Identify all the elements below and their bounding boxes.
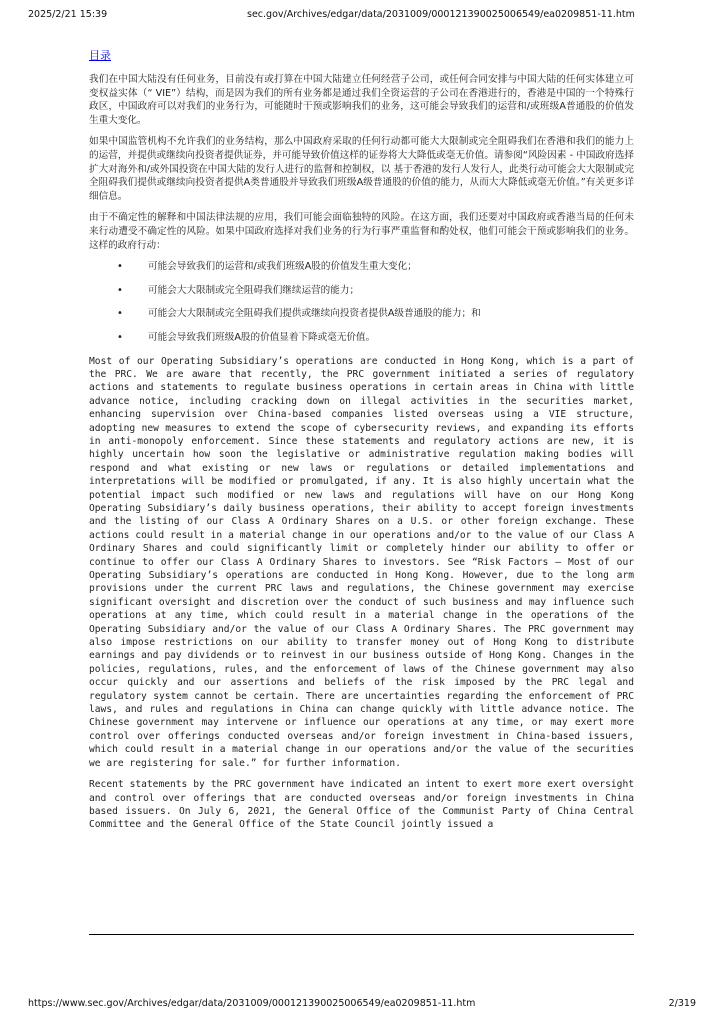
list-item-text: 可能会导致我们班级A股的价值显着下降或毫无价值。 [148,331,376,343]
browser-header-datetime: 2025/2/21 15:39 [28,9,108,20]
list-item [89,284,634,298]
list-item [89,260,634,274]
bullet-icon: • [117,261,123,273]
paragraph-zh-2: 如果中国监管机构不允许我们的业务结构，那么中国政府采取的任何行动都可能大大限制或完全阻碍我们在香港和我们的能力上的运营，并提供或继续向投资者提供证券，并可能导致价值这样的证券将大大降低或毫无价值。请参阅“风险因素 - 中国政府选择扩大对海外和/或外国投资在中国大陆的发行人进行的监督和控制权，以 基于香港的发行人发行人，此类行动可能会大大限制或完全阻碍我们提供或继续向投资者提供A类普通股并导致我们班级A级普通股的价值的能力，从而大大降低或毫无价值。”有关更多详细信息。 [89,136,634,202]
paragraph-en-2: Recent statements by the PRC government have indicated an intent to exert more exert oversight and control over offerings that are conducted overseas and/or foreign investments in China based issuers. On July 6, 2021, the General Office of the Communist Party of China Central Committee and the General Office of the State Council jointly issued a [89,779,634,831]
table-of-contents-link[interactable]: 目录 [89,49,111,62]
list-item [89,331,634,345]
page-divider [89,934,634,935]
list-item-text: 可能会导致我们的运营和/或我们班级A股的价值发生重大变化； [148,261,417,273]
bullet-icon: • [117,331,123,343]
document-body [89,44,634,840]
bullet-icon: • [117,308,123,320]
list-item-text: 可能会大大限制或完全阻碍我们提供或继续向投资者提供A级普通股的能力；和 [148,308,481,320]
browser-footer-url: https://www.sec.gov/Archives/edgar/data/2031009/000121390025006549/ea0209851-11.htm [28,998,476,1009]
paragraph-zh-3: 由于不确定性的解释和中国法律法规的应用，我们可能会面临独特的风险。在这方面，我们还要对中国政府或香港当局的任何未来行动遭受不确定性的风险。如果中国政府选择对我们业务的行为行事严重监督和酌处权，他们可能会干预或影响我们的业务。这样的政府行动： [89,212,634,251]
paragraph-zh-1: 我们在中国大陆没有任何业务，目前没有或打算在中国大陆建立任何经营子公司，或任何合同安排与中国大陆的任何实体建立可变权益实体（“ VIE”）结构，而是因为我们的所有业务都是通过我们全资运营的子公司在香港进行的，香港是中国的一个特殊行政区，中国政府可以对我们的业务行为，可能随时干预或影响我们的业务，这可能会导致我们的运营和/或班级A普通股的价值发生重大变化。 [89,74,634,126]
list-item-text: 可能会大大限制或完全阻碍我们继续运营的能力； [148,284,360,296]
browser-header-url: sec.gov/Archives/edgar/data/2031009/000121390025006549/ea0209851-11.htm [247,9,635,20]
list-item [89,307,634,321]
paragraph-en-1: Most of our Operating Subsidiary’s operations are conducted in Hong Kong, which is a part of the PRC. We are aware that recently, the PRC government initiated a series of regulatory actions and statements to regulate business operations in certain areas in China with little advance notice, including cracking down on illegal activities in the securities market, enhancing supervision over China-based companies listed overseas using a VIE structure, adopting new measures to extend the scope of cybersecurity reviews, and expanding its efforts in anti-monopoly enforcement. Since these statements and regulatory actions are new, it is highly uncertain how soon the legislative or administrative regulation making bodies will respond and what existing or new laws or regulations or detailed implementations and interpretations will be modified or promulgated, if any. It is also highly uncertain what the potential impact such modified or new laws and regulations will have on our Hong Kong Operating Subsidiary’s daily business operations, their ability to accept foreign investments and the listing of our Class A Ordinary Shares on a U.S. or other foreign exchange. These actions could result in a material change in our operations and/or to the value of our Class A Ordinary Shares and could significantly limit or completely hinder our ability to offer or continue to offer our Class A Ordinary Shares to investors. See “Risk Factors — Most of our Operating Subsidiary’s operations are conducted in Hong Kong. However, due to the long arm provisions under the current PRC laws and regulations, the Chinese government may exercise significant oversight and discretion over the conduct of such business and may influence such operations at any time, which could result in a material change in the operations of the Operating Subsidiary and/or the value of our Class A Ordinary Shares. The PRC government may also impose restrictions on our ability to transfer money out of Hong Kong to distribute earnings and pay dividends or to reinvest in our business outside of Hong Kong. Changes in the policies, regulations, rules, and the enforcement of laws of the Chinese government may also occur quickly and our assertions and beliefs of the risk imposed by the PRC legal and regulatory system cannot be certain. There are uncertainties regarding the enforcement of PRC laws, and rules and regulations in China can change quickly with little advance notice. The Chinese government may intervene or influence our operations at any time, or may exert more control over offerings conducted overseas and/or foreign investment in China-based issuers, which could result in a material change in our operations and/or the value of the securities we are registering for sale.” for further information. [89,355,634,769]
government-actions-list [89,260,634,344]
browser-footer-page: 2/319 [668,998,696,1009]
bullet-icon: • [117,284,123,296]
